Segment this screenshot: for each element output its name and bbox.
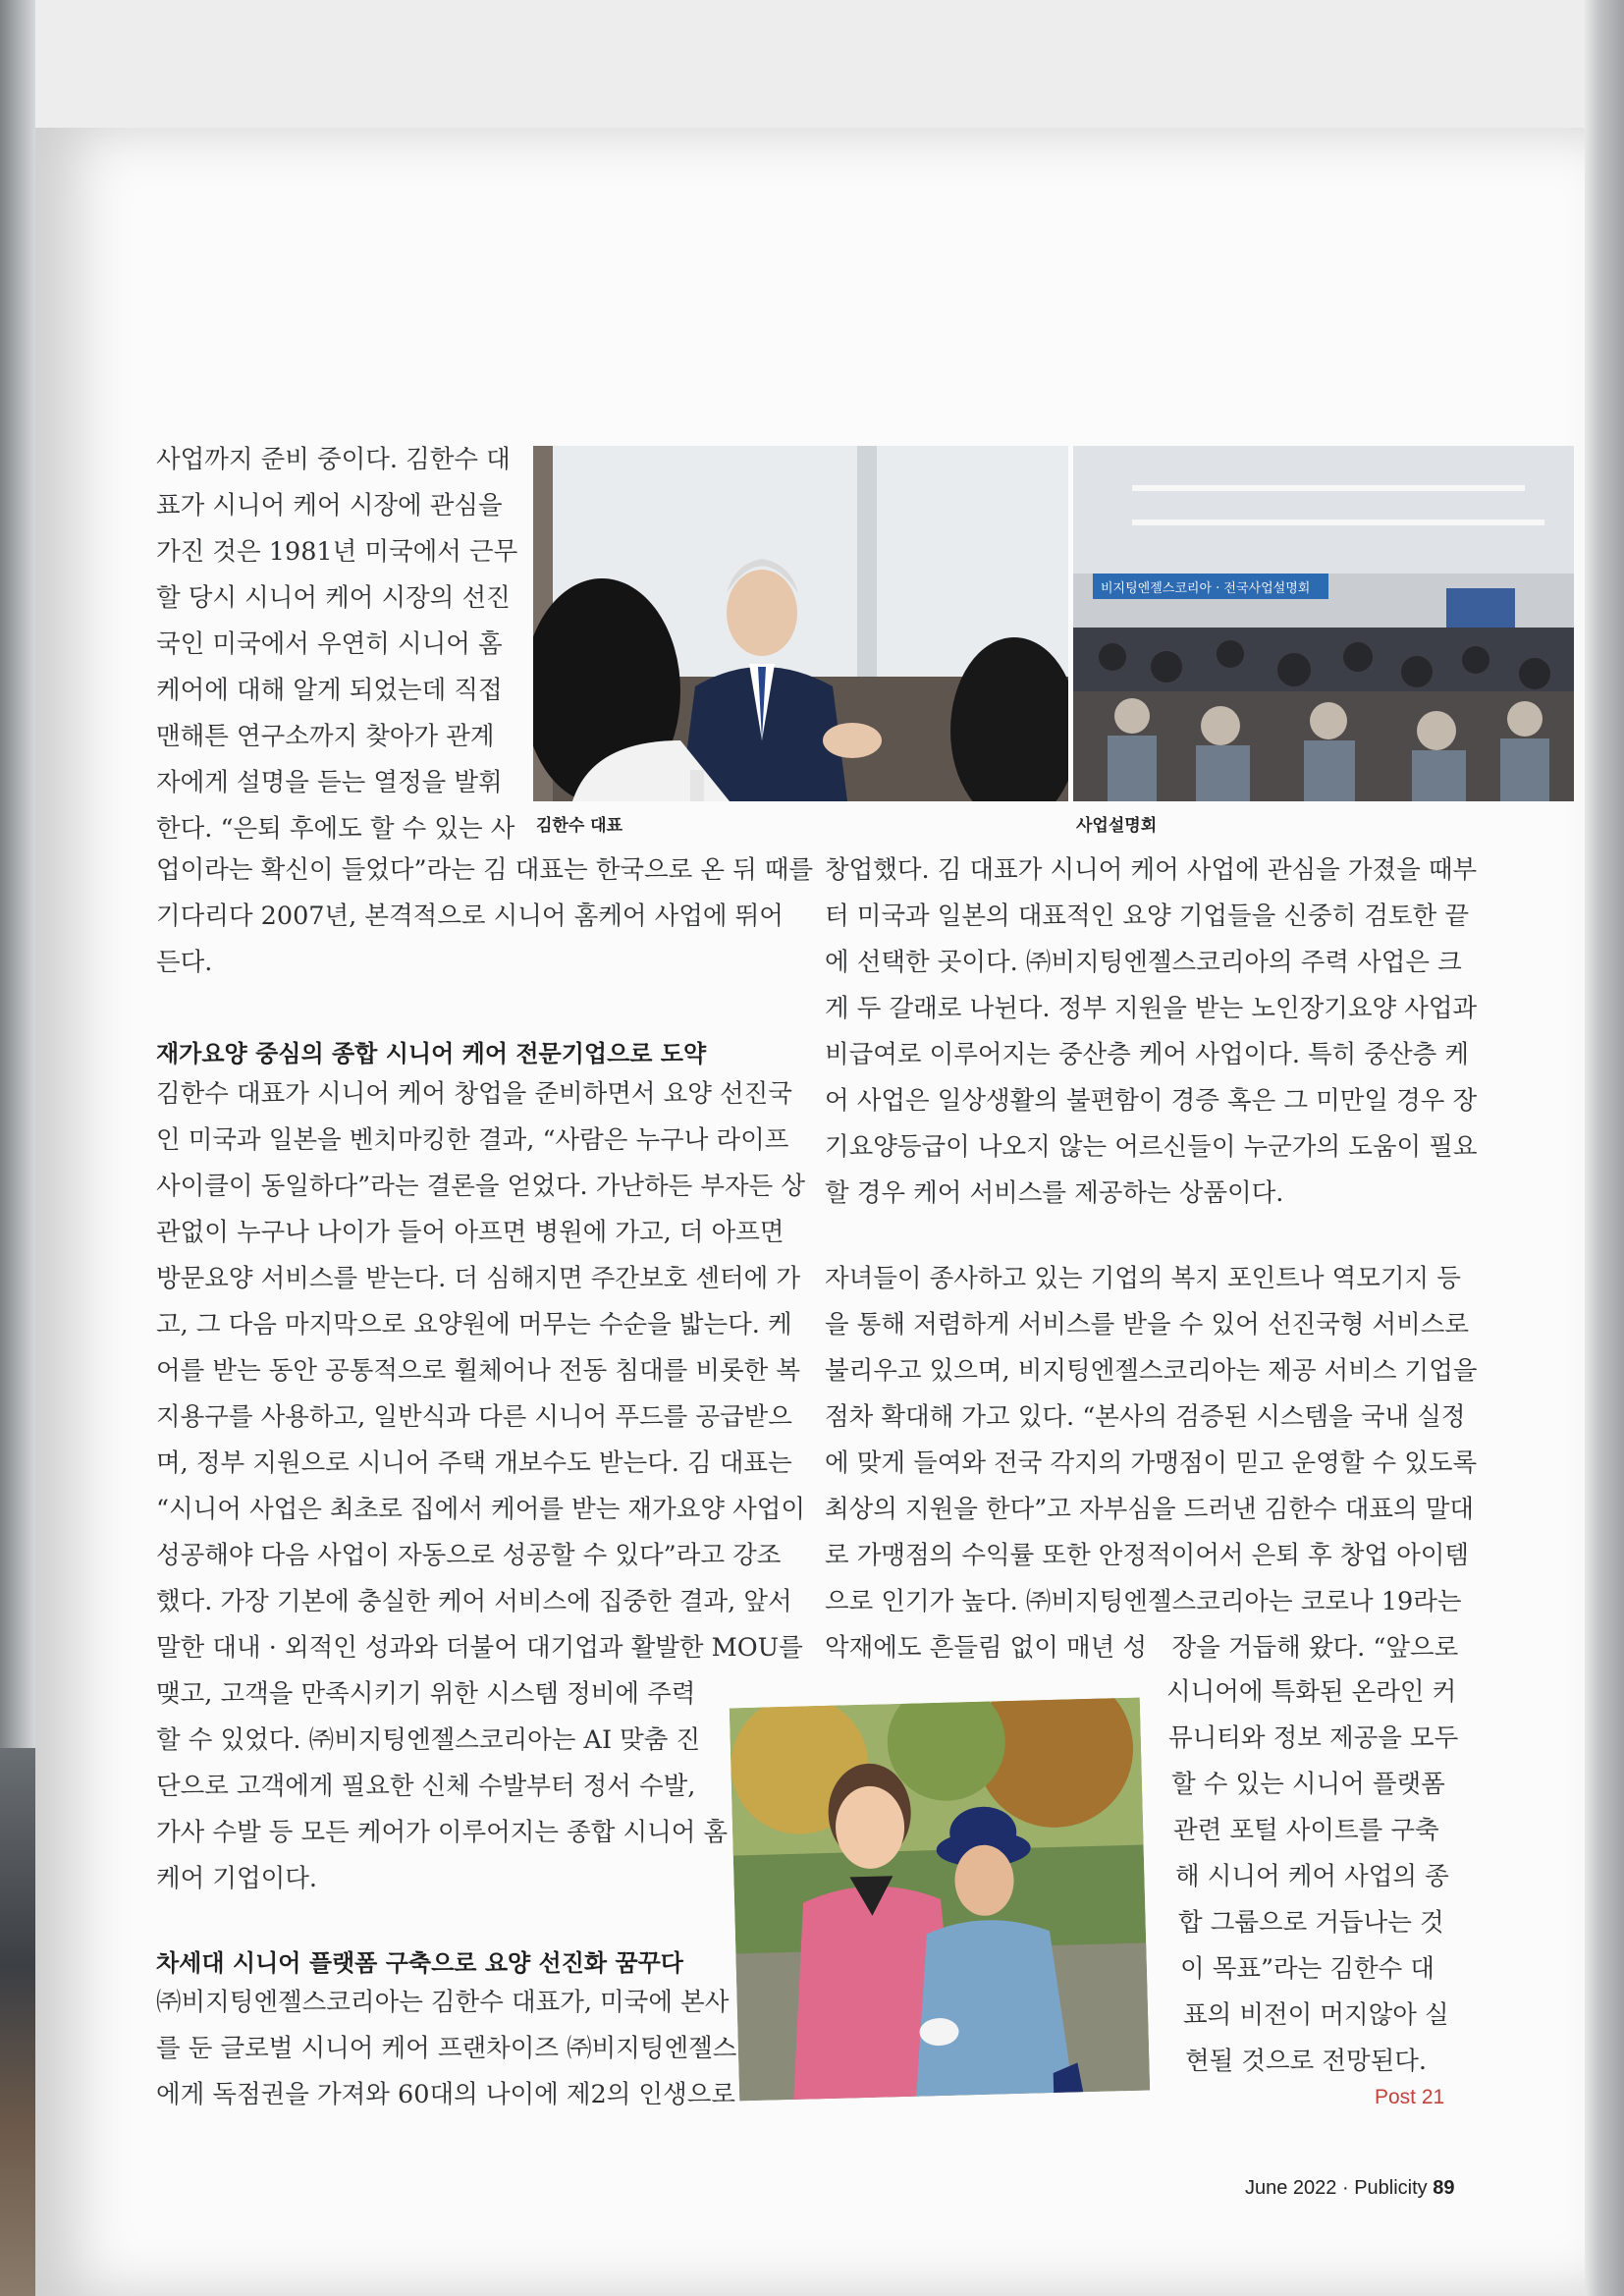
text-line: 악재에도 흔들림 없이 매년 성 장을 거듭해 왔다. “앞으로 (825, 1633, 1459, 1663)
text-line: 한다. “은퇴 후에도 할 수 있는 사 (156, 814, 515, 844)
text-line: 업이라는 확신이 들었다”라는 김 대표는 한국으로 온 뒤 때를 (156, 855, 814, 885)
text-line: 점차 확대해 가고 있다. “본사의 검증된 시스템을 국내 실정 (825, 1402, 1466, 1432)
text-line: 게 두 갈래로 나뉜다. 정부 지원을 받는 노인장기요양 사업과 (825, 994, 1478, 1023)
scan-top-margin (0, 0, 1624, 128)
text-line: 표가 시니어 케어 시장에 관심을 (156, 491, 503, 520)
text-line: 으로 인기가 높다. ㈜비지팅엔젤스코리아는 코로나 19라는 (825, 1587, 1462, 1616)
footer-issue: June 2022 · Publicity (1245, 2177, 1428, 2199)
text-line: 관없이 누구나 나이가 들어 아프면 병원에 가고, 더 아프면 (156, 1218, 785, 1247)
text-line: 고, 그 다음 마지막으로 요양원에 머무는 수순을 밟는다. 케 (156, 1310, 792, 1339)
text-line: 불리우고 있으며, 비지팅엔젤스코리아는 제공 서비스 기업을 (825, 1356, 1478, 1386)
text-line: 합 그룹으로 거듭나는 것 (1178, 1908, 1444, 1938)
text-line: 사업까지 준비 중이다. 김한수 대 (156, 445, 511, 474)
text-line: 기요양등급이 나오지 않는 어르신들이 누군가의 도움이 필요 (825, 1132, 1478, 1162)
text-line: 비급여로 이루어지는 중산층 케어 사업이다. 특히 중산층 케 (825, 1040, 1470, 1069)
text-line: 관련 포털 사이트를 구축 (1173, 1816, 1439, 1845)
text-line: 로 가맹점의 수익률 또한 안정적이어서 은퇴 후 창업 아이템 (825, 1541, 1470, 1570)
text-line: 가진 것은 1981년 미국에서 근무 (156, 537, 518, 567)
section-heading-1: 재가요양 중심의 종합 시니어 케어 전문기업으로 도약 (156, 1040, 707, 1067)
text-line: 해 시니어 케어 사업의 종 (1175, 1862, 1449, 1891)
section2-text (156, 1980, 736, 2118)
text-line: 최상의 지원을 한다”고 자부심을 드러낸 김한수 대표의 말대 (825, 1495, 1474, 1524)
text-line: 창업했다. 김 대표가 시니어 케어 사업에 관심을 가졌을 때부 (825, 855, 1478, 885)
text-line: 방문요양 서비스를 받는다. 더 심해지면 주간보호 센터에 가 (156, 1264, 801, 1293)
text-line: 성공해야 다음 사업이 자동으로 성공할 수 있다”라고 강조 (156, 1541, 782, 1570)
text-line: 인 미국과 일본을 벤치마킹한 결과, “사람은 누구나 라이프 (156, 1125, 789, 1155)
text-line: 했다. 가장 기본에 충실한 케어 서비스에 집중한 결과, 앞서 (156, 1587, 792, 1616)
page-footer (1245, 2177, 1454, 2200)
text-line: 어를 받는 동안 공통적으로 휠체어나 전동 침대를 비롯한 복 (156, 1356, 801, 1386)
text-line: 를 둔 글로벌 시니어 케어 프랜차이즈 ㈜비지팅엔젤스 (156, 2034, 737, 2063)
text-line: 며, 정부 지원으로 시니어 주택 개보수도 받는다. 김 대표는 (156, 1449, 792, 1478)
text-line: 어 사업은 일상생활의 불편함이 경증 혹은 그 미만일 경우 장 (825, 1086, 1478, 1116)
text-line: 지용구를 사용하고, 일반식과 다른 시니어 푸드를 공급받으 (156, 1402, 792, 1432)
text-line: 표의 비전이 머지않아 실 (1183, 2000, 1449, 2030)
text-line: 에 맞게 들여와 전국 각지의 가맹점이 믿고 운영할 수 있도록 (825, 1449, 1478, 1478)
intro-text-block (156, 437, 517, 852)
ceo-photo-caption: 김한수 대표 (536, 816, 623, 836)
previous-page-photo-edge (0, 1748, 35, 2296)
right-column-text-a (825, 847, 1477, 1217)
text-line: 이 목표”라는 김한수 대 (1180, 1954, 1435, 1984)
text-line: 맺고, 고객을 만족시키기 위한 시스템 정비에 주력 (156, 1679, 696, 1709)
text-line: “시니어 사업은 최초로 집에서 케어를 받는 재가요양 사업이 (156, 1495, 805, 1524)
seniors-photo (730, 1698, 1150, 2102)
seminar-photo (1073, 446, 1574, 801)
text-line: 국인 미국에서 우연히 시니어 홈 (156, 629, 503, 659)
text-line: 단으로 고객에게 필요한 신체 수발부터 정서 수발, (156, 1772, 696, 1801)
text-line: 기다리다 2007년, 본격적으로 시니어 홈케어 사업에 뛰어 (156, 902, 784, 931)
text-line: 사이클이 동일하다”라는 결론을 얻었다. 가난하든 부자든 상 (156, 1172, 805, 1201)
text-line: 을 통해 저렴하게 서비스를 받을 수 있어 선진국형 서비스로 (825, 1310, 1470, 1339)
text-line: 케어 기업이다. (156, 1864, 318, 1893)
seminar-banner-text: 비지팅엔젤스코리아 · 전국사업설명회 (1101, 581, 1311, 596)
section-heading-2: 차세대 시니어 플랫폼 구축으로 요양 선진화 꿈꾸다 (156, 1949, 683, 1977)
text-line: 가사 수발 등 모든 케어가 이루어지는 종합 시니어 홈 (156, 1818, 729, 1847)
text-line: 든다. (156, 948, 213, 977)
text-line: 자에게 설명을 듣는 열정을 발휘 (156, 768, 503, 797)
section1-text (156, 1071, 805, 1902)
text-line: 시니어에 특화된 온라인 커 (1166, 1677, 1457, 1707)
page-right-edge (1585, 0, 1624, 2296)
right-column-text-b (825, 1256, 1477, 1671)
text-line: 뮤니티와 정보 제공을 모두 (1168, 1723, 1459, 1753)
text-line: 에 선택한 곳이다. ㈜비지팅엔젤스코리아의 주력 사업은 크 (825, 948, 1462, 977)
seminar-photo-caption: 사업설명회 (1076, 816, 1158, 836)
left-column-text (156, 847, 813, 986)
wrap-text-block (1155, 1669, 1458, 2085)
text-line: 할 당시 시니어 케어 시장의 선진 (156, 583, 511, 613)
text-line: 케어에 대해 알게 되었는데 직접 (156, 676, 503, 705)
text-line: 김한수 대표가 시니어 케어 창업을 준비하면서 요양 선진국 (156, 1079, 792, 1109)
text-line: 할 수 있는 시니어 플랫폼 (1171, 1770, 1445, 1799)
text-line: 할 수 있었다. ㈜비지팅엔젤스코리아는 AI 맞춤 진 (156, 1725, 701, 1755)
text-line: 에게 독점권을 가져와 60대의 나이에 제2의 인생으로 (156, 2080, 735, 2109)
text-line: 터 미국과 일본의 대표적인 요양 기업들을 신중히 검토한 끝 (825, 902, 1470, 931)
text-line: ㈜비지팅엔젤스코리아는 김한수 대표가, 미국에 본사 (156, 1988, 730, 2017)
post-label: Post 21 (1375, 2086, 1445, 2108)
ceo-interview-photo (533, 446, 1068, 801)
text-line: 맨해튼 연구소까지 찾아가 관계 (156, 722, 495, 751)
text-line: 말한 대내 · 외적인 성과와 더불어 대기업과 활발한 MOU를 (156, 1633, 803, 1663)
text-line: 현될 것으로 전망된다. (1185, 2047, 1428, 2076)
text-line: 자녀들이 종사하고 있는 기업의 복지 포인트나 역모기지 등 (825, 1264, 1461, 1293)
text-line: 할 경우 케어 서비스를 제공하는 상품이다. (825, 1178, 1284, 1208)
page-number: 89 (1433, 2177, 1455, 2199)
